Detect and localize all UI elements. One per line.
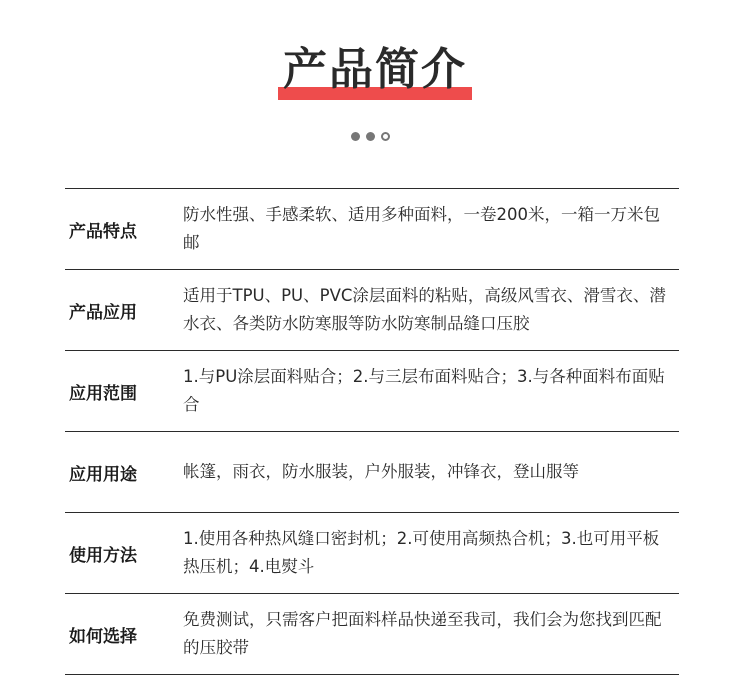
section-header [0,38,750,108]
row-label: 应用用途 [69,464,137,485]
row-label: 产品应用 [69,302,137,323]
indicator-dot-hollow [381,132,390,141]
row-value: 1.与PU涂层面料贴合；2.与三层布面料贴合；3.与各种面料布面贴合 [183,367,665,414]
table-row [65,270,679,351]
row-label: 使用方法 [69,545,137,566]
page-title: 产品简介 [283,44,467,95]
row-label: 如何选择 [69,626,137,647]
row-value: 1.使用各种热风缝口密封机；2.可使用高频热合机；3.也可用平板热压机；4.电熨斗 [183,529,660,576]
row-label: 应用范围 [69,383,137,404]
table-row [65,351,679,432]
row-value: 防水性强、手感柔软、适用多种面料，一卷200米，一箱一万米包邮 [183,205,660,252]
carousel-indicator [351,129,390,143]
row-label: 产品特点 [69,221,137,242]
product-info-table [65,188,679,675]
table-row [65,189,679,270]
table-row [65,432,679,513]
indicator-dot [366,132,375,141]
indicator-dot [351,132,360,141]
table-row [65,513,679,594]
table-row [65,594,679,675]
row-value: 适用于TPU、PU、PVC涂层面料的粘贴，高级风雪衣、滑雪衣、潜水衣、各类防水防寒服等防水防寒制品缝口压胶 [183,286,666,333]
row-value: 帐篷，雨衣，防水服装，户外服装，冲锋衣，登山服等 [183,462,579,481]
row-value: 免费测试，只需客户把面料样品快递至我司，我们会为您找到匹配的压胶带 [183,610,662,657]
